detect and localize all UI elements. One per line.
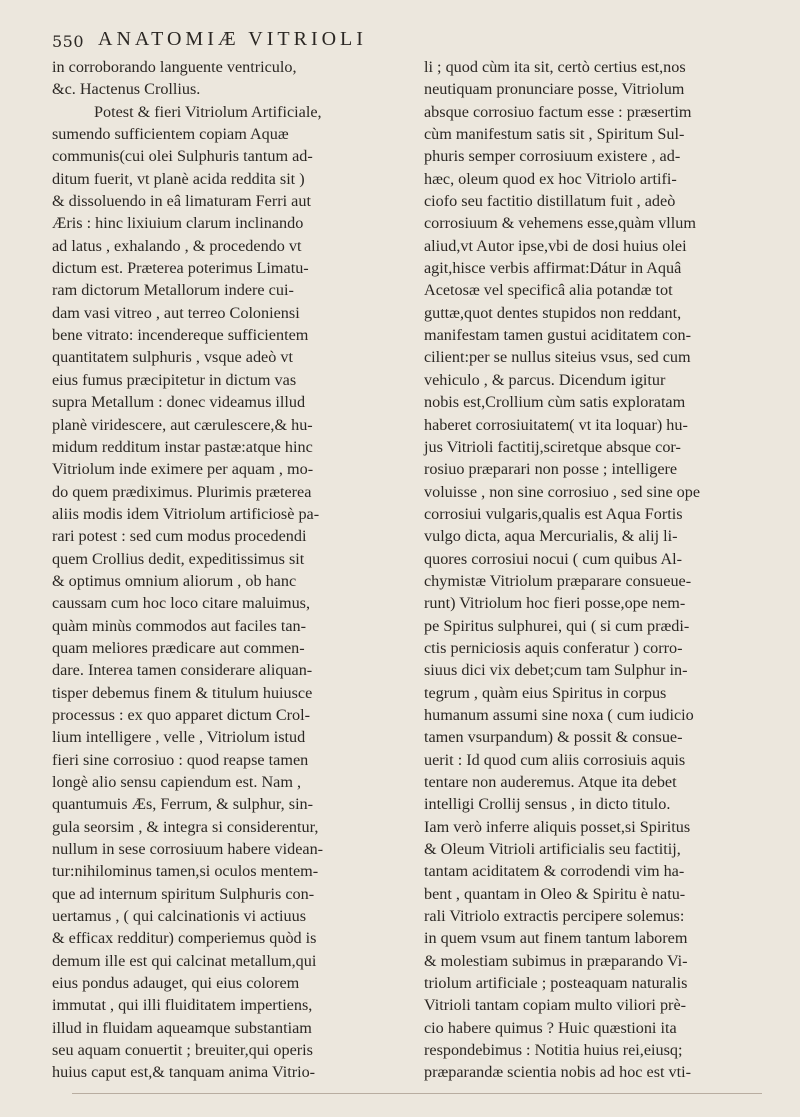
right-text-column: [424, 56, 770, 1082]
text-line: tamen vsurpandum) & possit & consue-: [424, 728, 683, 747]
text-line: cùm manifestum satis sit , Spiritum Sul-: [424, 125, 685, 144]
text-line: lium intelligere , velle , Vitriolum istud: [52, 728, 306, 747]
text-line: processus : ex quo apparet dictum Crol-: [52, 705, 311, 724]
text-line: quantumuis Æs, Ferrum, & sulphur, sin-: [52, 795, 314, 814]
text-line: longè alio sensu capiendum est. Nam ,: [52, 773, 302, 791]
text-line: caussam cum hoc loco citare maluimus,: [52, 594, 311, 613]
text-line: &c. Hactenus Crollius.: [52, 80, 201, 99]
text-line: agit,hisce verbis affirmat:Dátur in Aquâ: [424, 259, 682, 278]
text-line: guttæ,quot dentes stupidos non reddant,: [424, 303, 682, 322]
text-line: & optimus omnium aliorum , ob hanc: [52, 571, 297, 590]
text-line: eius fumus præcipitetur in dictum vas: [52, 370, 297, 389]
text-line: ad latus , exhalando , & procedendo vt: [52, 236, 302, 255]
left-text-column: [52, 56, 400, 1082]
text-line: quantitatem sulphuris , vsque adeò vt: [52, 348, 293, 367]
text-line: uertamus , ( qui calcinationis vi actiuus: [52, 907, 306, 926]
text-line: cio habere quimus ? Huic quæstioni ita: [424, 1018, 677, 1037]
text-line: vehiculo , & parcus. Dicendum igitur: [424, 370, 666, 389]
text-line: voluisse , non sine corrosiuo , sed sine ope: [424, 482, 701, 501]
text-line: ditum fuerit, vt planè acida reddita sit ): [52, 169, 305, 188]
text-line: ciofo seu factitio distillatum fuit , adeò: [424, 192, 676, 211]
text-line: in corroborando languente ventriculo,: [52, 58, 297, 76]
running-head: ANATOMIÆ VITRIOLI: [98, 28, 367, 50]
text-line: Vitriolum inde eximere per aquam , mo-: [52, 460, 314, 479]
text-line: eius pondus adauget, qui eius colorem: [52, 974, 300, 993]
text-line: runt) Vitriolum hoc fieri posse,ope nem-: [424, 594, 686, 613]
bottom-rule: [72, 1093, 762, 1094]
text-line: phuris semper corrosiuum existere , ad-: [424, 147, 681, 166]
text-line: rosiuo præparari non posse ; intelligere: [424, 460, 678, 479]
text-line: Vitrioli tantam copiam multo viliori prè-: [424, 996, 687, 1015]
text-line: Acetosæ vel specificâ alia potandæ tot: [424, 281, 673, 300]
text-line: rari potest : sed cum modus procedendi: [52, 527, 307, 546]
text-line: sumendo sufficientem copiam Aquæ: [52, 125, 289, 144]
text-line: pe Spiritus sulphurei, qui ( si cum prædi-: [424, 616, 690, 635]
text-line: neutiquam pronunciare posse, Vitriolum: [424, 80, 685, 99]
text-line: tegrum , quàm eius Spiritus in corpus: [424, 683, 667, 702]
text-line: tisper debemus finem & titulum huiusce: [52, 683, 313, 702]
text-line: do quem prædiximus. Plurimis præterea: [52, 482, 312, 501]
text-line: triolum artificiale ; posteaquam naturalis: [424, 974, 688, 993]
text-line: dare. Interea tamen considerare aliquan-: [52, 661, 313, 680]
text-line: manifestam tamen gustui aciditatem con-: [424, 326, 692, 345]
text-line: aliud,vt Autor ipse,vbi de dosi huius olei: [424, 236, 687, 255]
text-line: quem Crollius dedit, expeditissimus sit: [52, 549, 305, 568]
text-line: quàm minùs commodos aut faciles tan-: [52, 616, 306, 635]
text-line: supra Metallum : donec videamus illud: [52, 393, 306, 412]
text-line: haberet corrosiuitatem( vt ita loquar) hu-: [424, 415, 688, 434]
text-line: chymistæ Vitriolum præparare consueue-: [424, 571, 692, 590]
page-header: [52, 28, 760, 56]
text-line: illud in fluidam aqueamque substantiam: [52, 1018, 312, 1037]
text-line: & dissoluendo in eâ limaturam Ferri aut: [52, 192, 311, 211]
text-line: quam meliores prædicare aut commen-: [52, 638, 305, 657]
text-line: tantam aciditatem & corrodendi vim ha-: [424, 862, 685, 881]
text-line: intelligi Crollij sensus , in dicto titulo.: [424, 795, 671, 814]
text-line: que ad internum spiritum Sulphuris con-: [52, 884, 315, 903]
text-line: humanum assumi sine noxa ( cum iudicio: [424, 705, 694, 724]
text-line: absque corrosiuo factum esse : præsertim: [424, 102, 692, 121]
text-line: communis(cui olei Sulphuris tantum ad-: [52, 147, 313, 166]
text-line: siuus dici vix debet;cum tam Sulphur in-: [424, 661, 688, 680]
text-line: dictum est. Præterea poterimus Limatu-: [52, 259, 309, 278]
text-line: tentare non auderemus. Atque ita debet: [424, 773, 677, 791]
text-line: aliis modis idem Vitriolum artificiosè pa-: [52, 504, 320, 523]
text-line: & molestiam subimus in præparando Vi-: [424, 951, 688, 970]
text-line: in quem vsum aut finem tantum laborem: [424, 929, 688, 948]
text-line: nullum in sese corrosiuum habere videan-: [52, 840, 324, 859]
text-line: rali Vitriolo extractis percipere solemus:: [424, 907, 685, 926]
text-line: fieri sine corrosiuo : quod reapse tamen: [52, 750, 309, 769]
text-line: dam vasi vitreo , aut terreo Coloniensi: [52, 303, 300, 322]
text-line: tur:nihilominus tamen,si oculos mentem-: [52, 862, 319, 881]
text-line: præparandæ scientia nobis ad hoc est vti-: [424, 1063, 692, 1082]
text-line: hæc, oleum quod ex hoc Vitriolo artifi-: [424, 169, 677, 188]
text-line: demum ille est qui calcinat metallum,qui: [52, 951, 317, 970]
text-line: quores corrosiui nocui ( cum quibus Al-: [424, 549, 683, 568]
text-line: nobis est,Crollium cùm satis exploratam: [424, 393, 686, 412]
text-line: Iam verò inferre aliquis posset,si Spiritus: [424, 817, 691, 836]
page-number: 550: [52, 32, 85, 51]
text-line: respondebimus : Notitia huius rei,eiusq;: [424, 1041, 683, 1060]
text-line: vulgo dicta, aqua Mercurialis, & alij li-: [424, 527, 678, 546]
text-line: planè viridescere, aut cærulescere,& hu-: [52, 415, 313, 434]
text-line: li ; quod cùm ita sit, certò certius est,nos: [424, 58, 686, 76]
text-line: jus Vitrioli factitij,sciretque absque cor-: [424, 437, 681, 456]
text-line: corrosiuum & vehemens esse,quàm vllum: [424, 214, 696, 233]
text-line: uerit : Id quod cum aliis corrosiuis aquis: [424, 750, 686, 769]
text-line: immutat , qui illi fluiditatem impertiens,: [52, 996, 313, 1015]
text-line: & Oleum Vitrioli artificialis seu factitij,: [424, 840, 681, 859]
text-line: & efficax redditur) comperiemus quòd is: [52, 929, 317, 948]
text-line: seu aquam conuertit ; breuiter,qui operis: [52, 1041, 313, 1060]
text-line: gula seorsim , & integra si considerentur,: [52, 817, 319, 836]
text-line: midum redditum instar pastæ:atque hinc: [52, 437, 313, 456]
text-line: corrosiui vulgaris,qualis est Aqua Fortis: [424, 504, 683, 523]
text-line: ram dictorum Metallorum indere cui-: [52, 281, 294, 300]
text-line: ctis perniciosis aquis conferatur ) corro-: [424, 638, 683, 657]
text-line: Potest & fieri Vitriolum Artificiale,: [94, 102, 322, 121]
text-line: Æris : hinc lixiuium clarum inclinando: [52, 214, 304, 233]
text-line: bent , quantam in Oleo & Spiritu è natu-: [424, 884, 686, 903]
text-line: cilient:per se nullus siteius vsus, sed cum: [424, 348, 691, 367]
text-line: bene vitrato: incendereque sufficientem: [52, 326, 309, 345]
text-line: huius caput est,& tanquam anima Vitrio-: [52, 1063, 316, 1082]
